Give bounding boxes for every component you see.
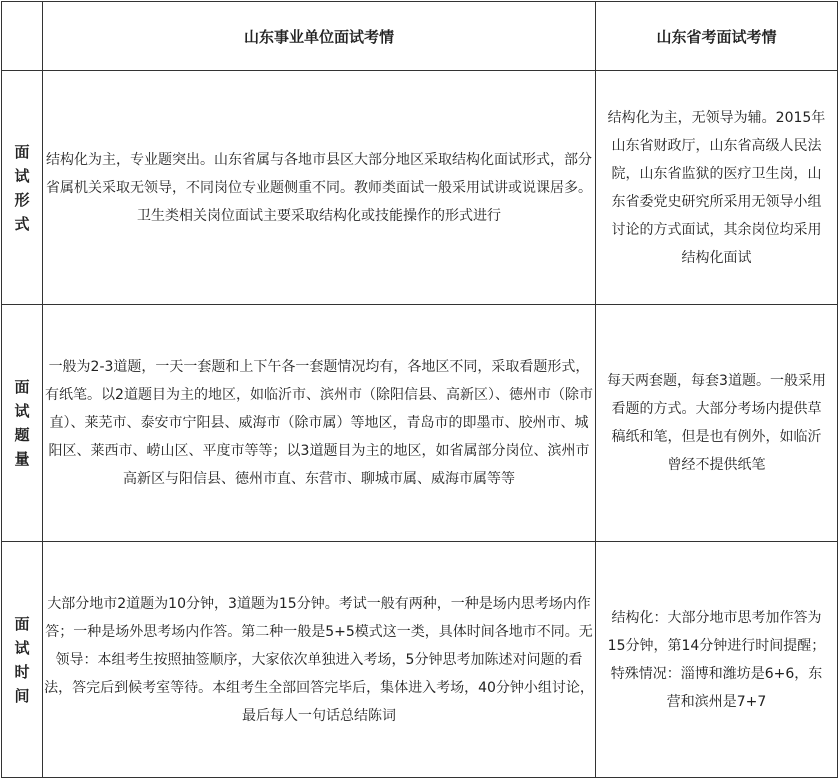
table-row xyxy=(2,71,838,305)
corner-cell xyxy=(2,2,43,71)
row-label-form: 面 试 形 式 xyxy=(2,71,43,305)
table-row xyxy=(2,305,838,542)
shiye-form-cell: 结构化为主，专业题突出。山东省属与各地市县区大部分地区采取结构化面试形式，部分省属机关采取无领导，不同岗位专业题侧重不同。教师类面试一般采用试讲或说课居多。卫生类相关岗位面试主要采取结构化或技能操作的形式进行 xyxy=(43,71,596,305)
exam-comparison-table xyxy=(1,1,838,778)
row-label-time: 面 试 时 间 xyxy=(2,542,43,778)
header-shiye: 山东事业单位面试考情 xyxy=(43,2,596,71)
header-row xyxy=(2,2,838,71)
shengkao-time-cell: 结构化：大部分地市思考加作答为15分钟，第14分钟进行时间提醒；特殊情况：淄博和潍坊是6+6，东营和滨州是7+7 xyxy=(596,542,838,778)
header-shengkao: 山东省考面试考情 xyxy=(596,2,838,71)
shengkao-form-cell: 结构化为主，无领导为辅。2015年山东省财政厅，山东省高级人民法院，山东省监狱的医疗卫生岗，山东省委党史研究所采用无领导小组讨论的方式面试，其余岗位均采用结构化面试 xyxy=(596,71,838,305)
shengkao-amount-cell: 每天两套题，每套3道题。一般采用看题的方式。大部分考场内提供草稿纸和笔，但是也有例外，如临沂曾经不提供纸笔 xyxy=(596,305,838,542)
shiye-amount-cell: 一般为2-3道题，一天一套题和上下午各一套题情况均有，各地区不同，采取看题形式，有纸笔。以2道题目为主的地区，如临沂市、滨州市（除阳信县、高新区）、德州市（除市直）、莱芜市、泰安市宁阳县、威海市（除市属）等地区，青岛市的即墨市、胶州市、城阳区、莱西市、崂山区、平度市等等；以3道题目为主的地区，如省属部分岗位、滨州市高新区与阳信县、德州市直、东营市、聊城市属、威海市属等等 xyxy=(43,305,596,542)
table-row xyxy=(2,542,838,778)
row-label-amount: 面 试 题 量 xyxy=(2,305,43,542)
shiye-time-cell: 大部分地市2道题为10分钟，3道题为15分钟。考试一般有两种，一种是场内思考场内作答；一种是场外思考场内作答。第二种一般是5+5模式这一类，具体时间各地市不同。无领导：本组考生按照抽签顺序，大家依次单独进入考场，5分钟思考加陈述对问题的看法，答完后到候考室等待。本组考生全部回答完毕后，集体进入考场，40分钟小组讨论，最后每人一句话总结陈词 xyxy=(43,542,596,778)
